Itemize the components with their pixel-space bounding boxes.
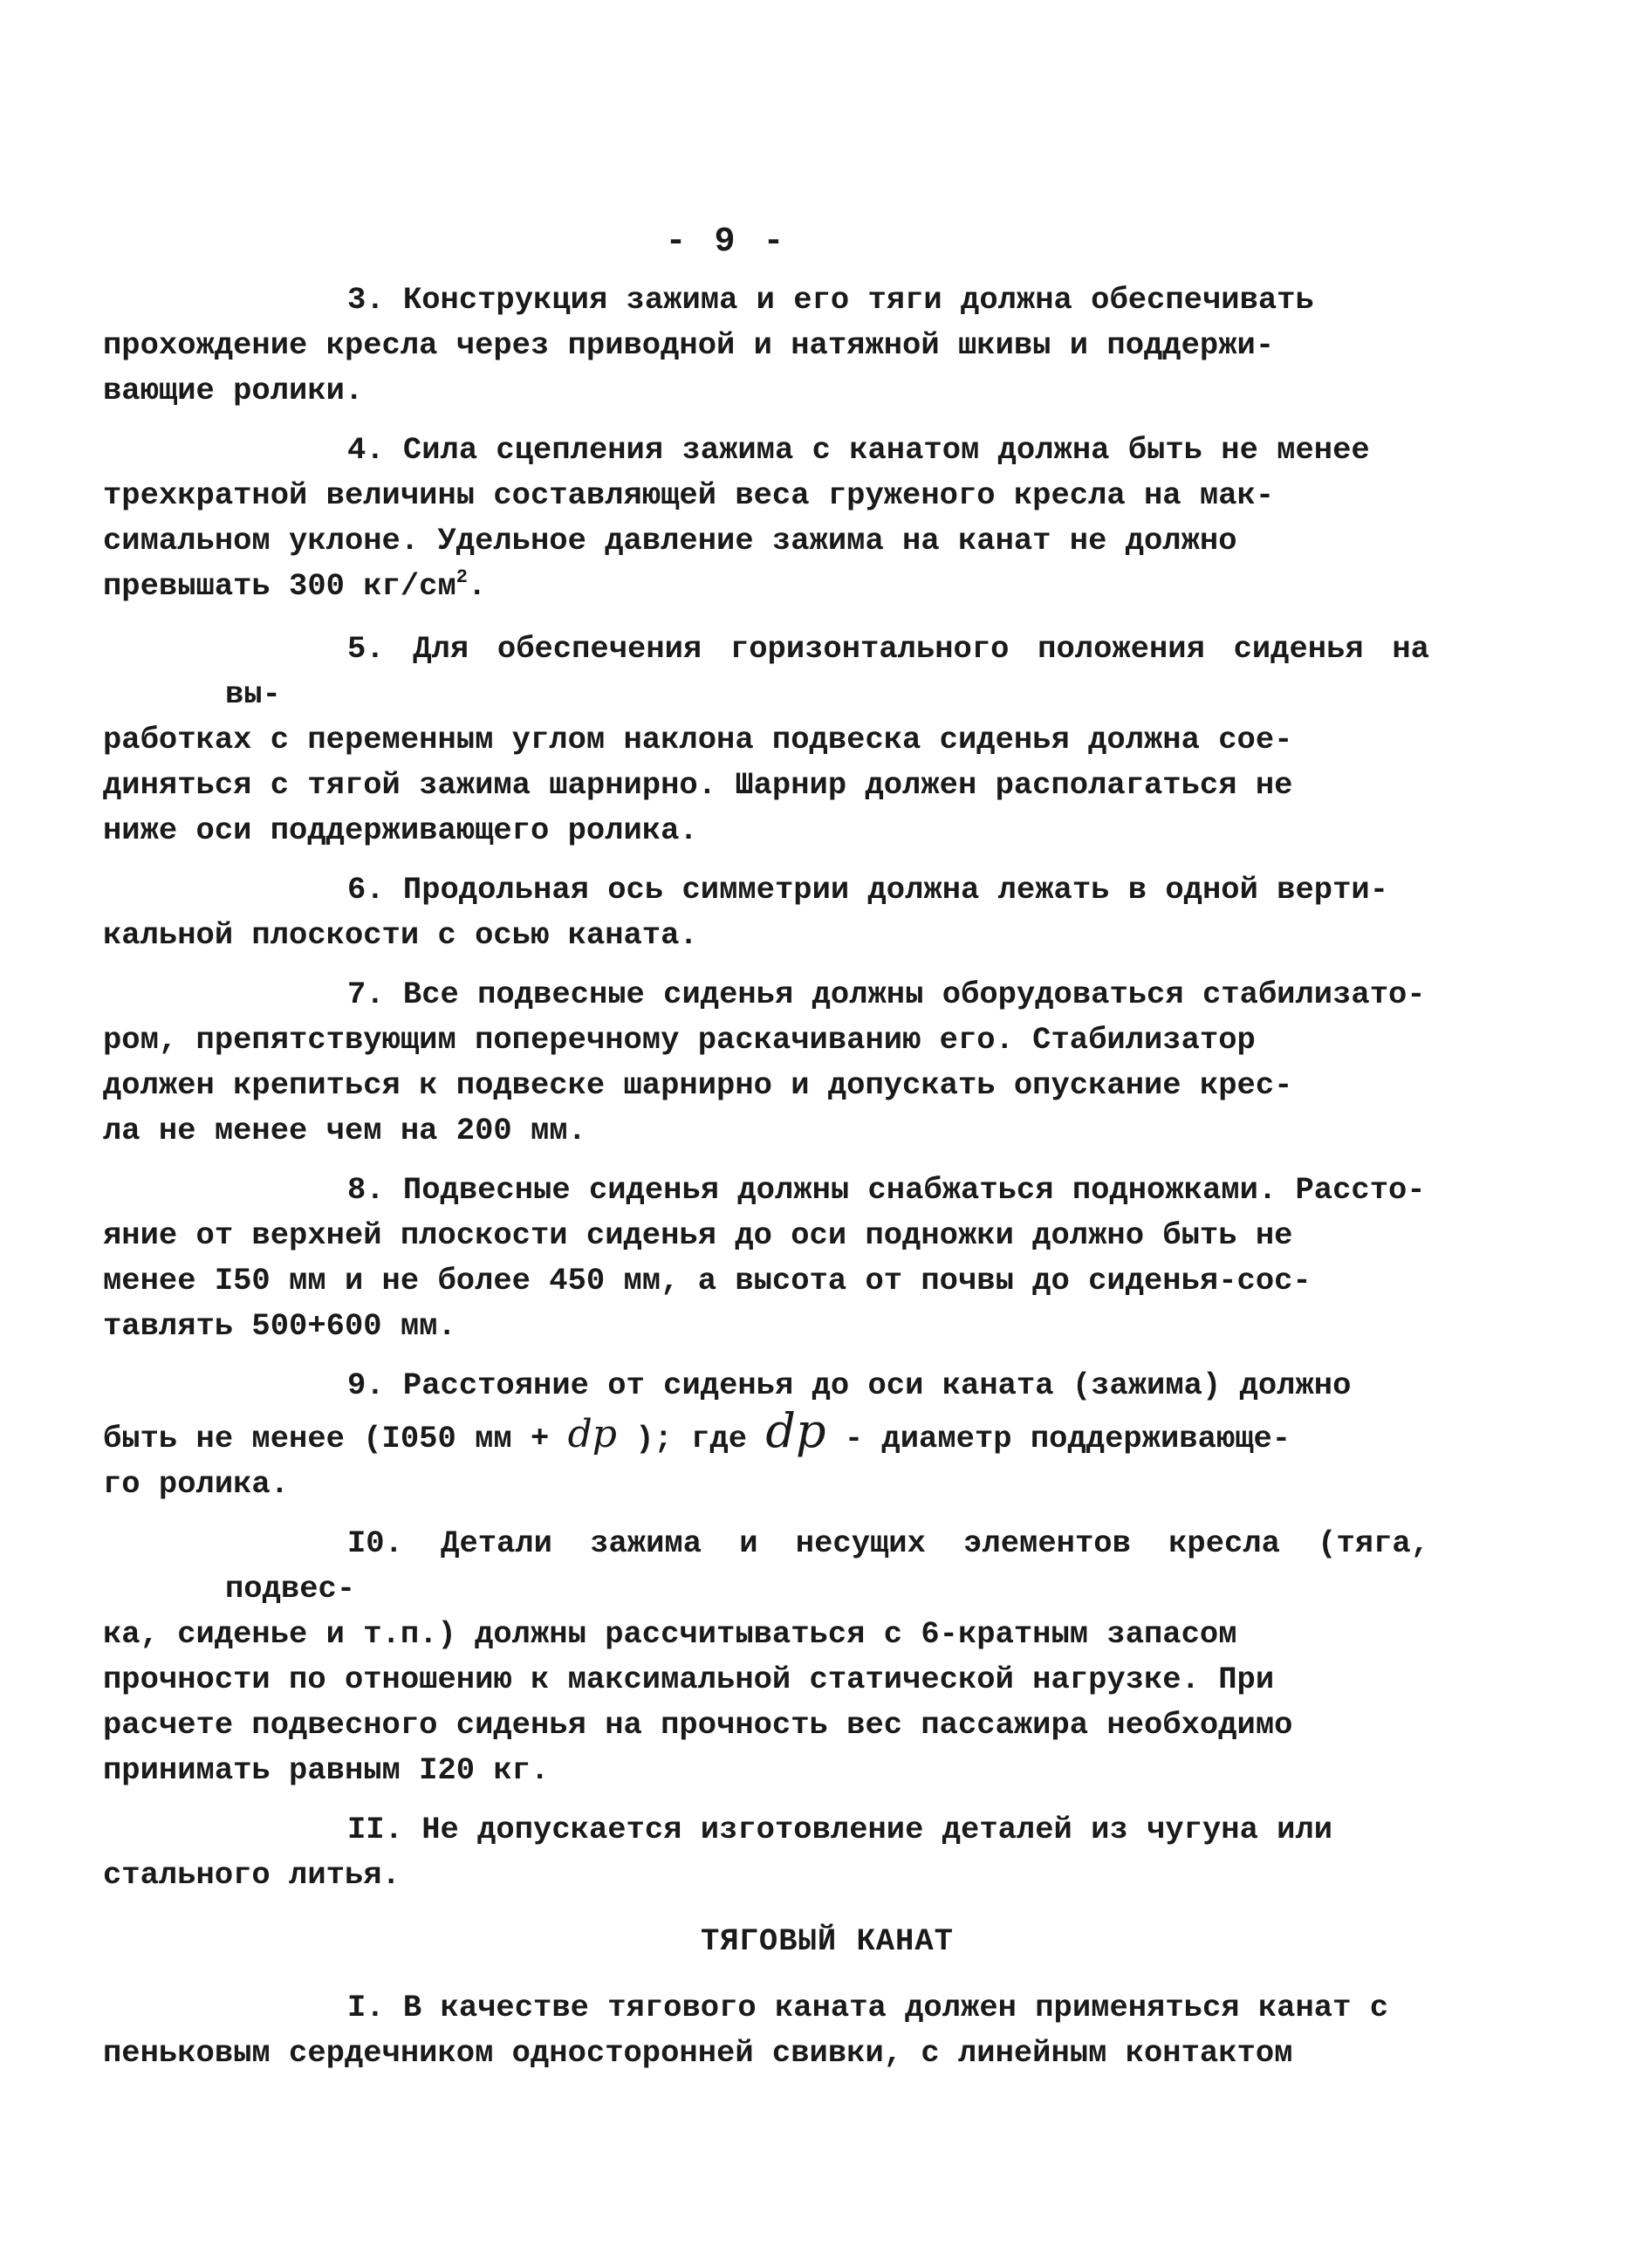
paragraph-line: пеньковым сердечником односторонней свивки, с линейным контактом bbox=[103, 2035, 1293, 2071]
paragraph-8 bbox=[103, 1168, 1429, 1349]
paragraph-line: ниже оси поддерживающего ролика. bbox=[103, 812, 698, 848]
paragraph-line: принимать равным I20 кг. bbox=[103, 1752, 550, 1788]
paragraph-line: должен крепиться к подвеске шарнирно и допускать опускание крес- bbox=[103, 1067, 1293, 1103]
paragraph-line: 4. Сила сцепления зажима с канатом должна быть не менее bbox=[347, 432, 1370, 468]
paragraph-11 bbox=[103, 1807, 1429, 1898]
distance-text-mid: ); где bbox=[616, 1421, 766, 1456]
paragraph-line: менее I50 мм и не более 450 мм, а высота от почвы до сиденья-сос- bbox=[103, 1263, 1312, 1298]
paragraph-5 bbox=[103, 627, 1429, 853]
page-number: - 9 - bbox=[665, 223, 788, 262]
paragraph-line: прочности по отношению к максимальной статической нагрузке. При bbox=[103, 1662, 1275, 1697]
paragraph-line: 6. Продольная ось симметрии должна лежать в одной верти- bbox=[347, 872, 1388, 908]
paragraph-10 bbox=[103, 1521, 1429, 1793]
paragraph-line: симальном уклоне. Удельное давление зажима на канат не должно bbox=[103, 523, 1237, 558]
handwritten-symbol-dp: dp bbox=[567, 1412, 617, 1456]
paragraph-line: 9. Расстояние от сиденья до оси каната (зажима) должно bbox=[347, 1367, 1352, 1403]
paragraph-line: I. В качестве тягового каната должен применяться канат с bbox=[347, 1990, 1388, 2025]
paragraph-line: стального литья. bbox=[103, 1857, 401, 1893]
paragraph-line: I0. Детали зажима и несущих элементов кресла (тяга, подвес- bbox=[225, 1525, 1429, 1607]
paragraph-line bbox=[103, 564, 1429, 613]
paragraph-line: яние от верхней плоскости сиденья до оси подножки должно быть не bbox=[103, 1217, 1293, 1253]
paragraph-line: ла не менее чем на 200 мм. bbox=[103, 1113, 586, 1148]
paragraph-line: диняться с тягой зажима шарнирно. Шарнир должен располагаться не bbox=[103, 767, 1293, 803]
paragraph-line: работках с переменным углом наклона подвеска сиденья должна сое- bbox=[103, 722, 1293, 757]
paragraph-line: 5. Для обеспечения горизонтального положения сиденья на вы- bbox=[225, 631, 1429, 712]
paragraph-line: тавлять 500+600 мм. bbox=[103, 1308, 456, 1344]
paragraph-line: 3. Конструкция зажима и его тяги должна обеспечивать bbox=[347, 282, 1314, 318]
paragraph-6 bbox=[103, 867, 1429, 958]
superscript: 2 bbox=[455, 566, 468, 588]
paragraph-line: ка, сиденье и т.п.) должны рассчитываться с 6-кратным запасом bbox=[103, 1616, 1237, 1652]
paragraph-line: ром, препятствующим поперечному раскачиванию его. Стабилизатор bbox=[103, 1022, 1256, 1058]
paragraph-line: кальной плоскости с осью каната. bbox=[103, 917, 698, 953]
distance-text: быть не менее (I050 мм + bbox=[103, 1421, 568, 1456]
distance-text-end: - диаметр поддерживающе- bbox=[825, 1421, 1291, 1456]
paragraph-9 bbox=[103, 1363, 1429, 1507]
paragraph-line: трехкратной величины составляющей веса груженого кресла на мак- bbox=[103, 477, 1275, 513]
paragraph-line: 8. Подвесные сиденья должны снабжаться подножками. Рассто- bbox=[347, 1172, 1426, 1208]
paragraph-line: расчете подвесного сиденья на прочность вес пассажира необходимо bbox=[103, 1707, 1293, 1743]
paragraph-4 bbox=[103, 428, 1429, 613]
handwritten-symbol-dp: dp bbox=[765, 1403, 826, 1458]
paragraph-line: го ролика. bbox=[103, 1466, 290, 1502]
paragraph-line: II. Не допускается изготовление деталей из чугуна или bbox=[347, 1812, 1333, 1847]
period: . bbox=[467, 568, 487, 604]
paragraph-3 bbox=[103, 278, 1429, 414]
document-body bbox=[103, 278, 1429, 2090]
section-title: ТЯГОВЫЙ КАНАТ bbox=[701, 1923, 954, 1959]
paragraph-line: 7. Все подвесные сиденья должны оборудоваться стабилизато- bbox=[347, 976, 1426, 1012]
paragraph-traction-rope-1 bbox=[103, 1985, 1429, 2076]
paragraph-line: прохождение кресла через приводной и натяжной шкивы и поддержи- bbox=[103, 327, 1275, 363]
pressure-text: превышать 300 кг/см bbox=[103, 568, 456, 604]
paragraph-line bbox=[103, 1403, 1429, 1462]
paragraph-line: вающие ролики. bbox=[103, 373, 364, 408]
paragraph-7 bbox=[103, 972, 1429, 1154]
